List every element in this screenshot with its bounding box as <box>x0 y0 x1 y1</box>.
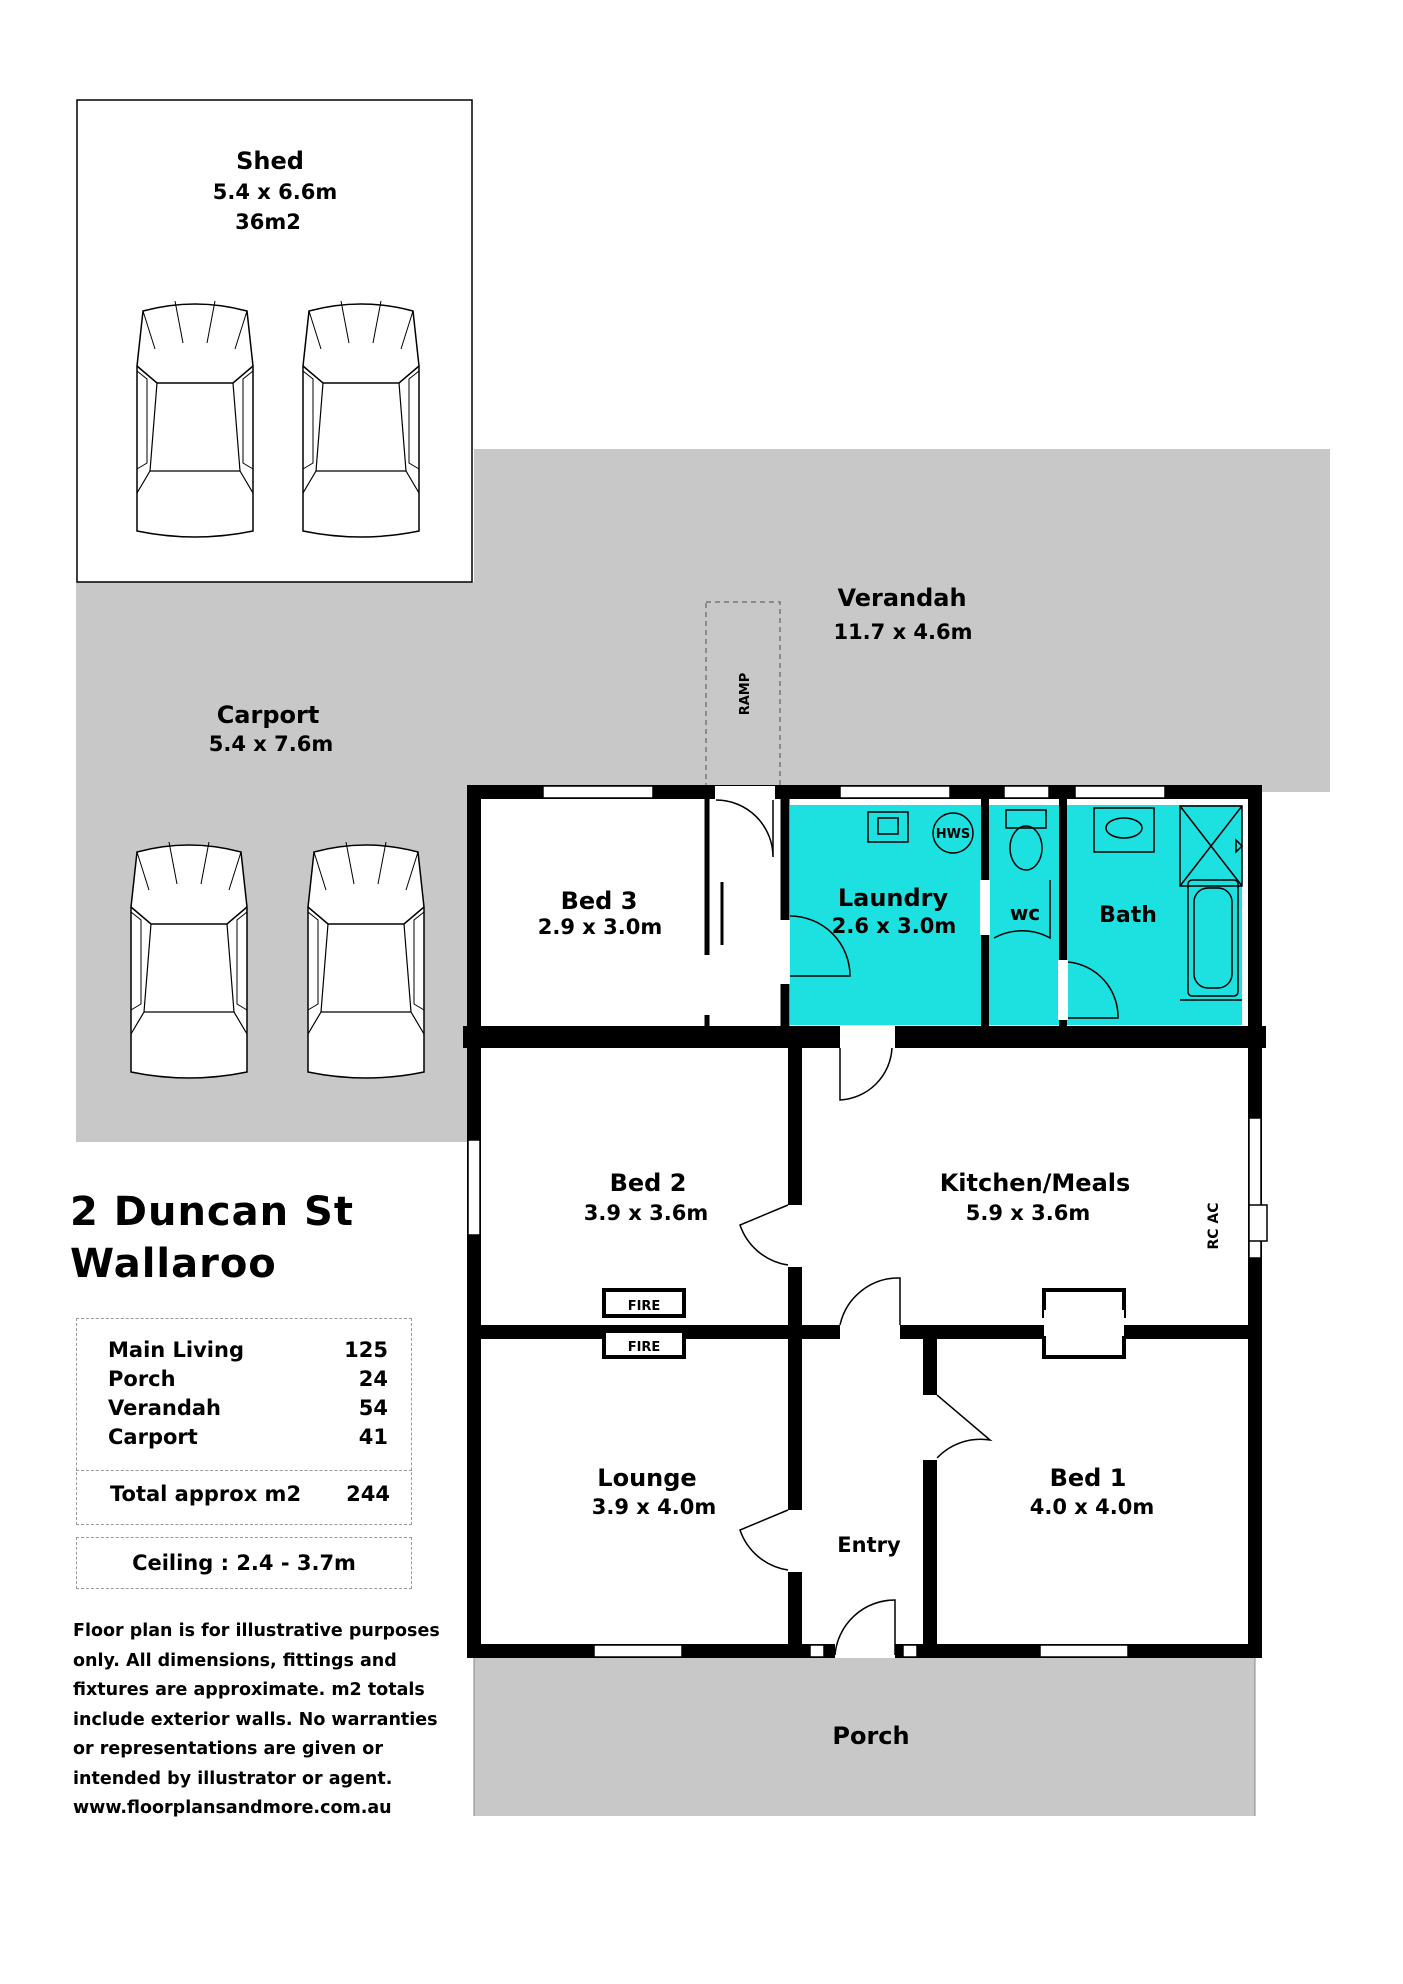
verandah-dims: 11.7 x 4.6m <box>833 620 973 644</box>
bed3-name: Bed 3 <box>560 887 638 915</box>
carport-name: Carport <box>216 701 320 729</box>
disclaimer-line: or representations are given or <box>73 1739 383 1759</box>
area-row-porch: Porch 24 <box>108 1367 388 1391</box>
bed1-dims: 4.0 x 4.0m <box>1029 1495 1155 1519</box>
bed1-name: Bed 1 <box>1049 1464 1127 1492</box>
wc-name: wc <box>1009 901 1041 925</box>
fire-label: FIRE <box>627 1340 661 1355</box>
area-row-verandah: Verandah 54 <box>108 1396 388 1420</box>
disclaimer-line: only. All dimensions, fittings and <box>73 1650 397 1671</box>
car-icon <box>137 301 253 537</box>
laundry-name: Laundry <box>837 884 949 912</box>
kitchen-name: Kitchen/Meals <box>939 1169 1131 1197</box>
porch-name: Porch <box>832 1722 910 1750</box>
car-icon <box>308 842 424 1078</box>
shed-name: Shed <box>236 147 304 175</box>
area-row-carport: Carport 41 <box>108 1425 388 1449</box>
area-row-total: Total approx m2 244 <box>110 1482 390 1506</box>
entry-name: Entry <box>837 1533 901 1557</box>
shed-dims: 5.4 x 6.6m <box>212 180 338 204</box>
bed3-dims: 2.9 x 3.0m <box>537 915 663 939</box>
disclaimer-line: include exterior walls. No warranties <box>73 1709 438 1730</box>
disclaimer-line: fixtures are approximate. m2 totals <box>73 1680 425 1700</box>
bath-name: Bath <box>1099 903 1157 928</box>
disclaimer <box>73 1617 473 1824</box>
disclaimer-line: Floor plan is for illustrative purposes <box>73 1621 440 1641</box>
shed-area: 36m2 <box>235 210 301 234</box>
lounge-dims: 3.9 x 4.0m <box>591 1495 717 1519</box>
lounge-name: Lounge <box>597 1464 697 1492</box>
carport-dims: 5.4 x 7.6m <box>208 732 334 756</box>
verandah-name: Verandah <box>837 584 967 612</box>
bed2-dims: 3.9 x 3.6m <box>583 1201 709 1225</box>
area-row-main-living: Main Living 125 <box>108 1338 388 1362</box>
hws-label: HWS <box>935 827 971 842</box>
car-icon <box>303 301 419 537</box>
ramp-label: RAMP <box>738 672 753 716</box>
laundry-dims: 2.6 x 3.0m <box>831 914 957 938</box>
website-link[interactable]: www.floorplansandmore.com.au <box>73 1798 392 1818</box>
address-line2: Wallaroo <box>70 1241 277 1287</box>
address-line1: 2 Duncan St <box>70 1189 354 1235</box>
ceiling-label: Ceiling : 2.4 - 3.7m <box>132 1551 356 1575</box>
total-divider <box>76 1470 412 1471</box>
kitchen-dims: 5.9 x 3.6m <box>965 1201 1091 1225</box>
bed2-name: Bed 2 <box>609 1169 687 1197</box>
disclaimer-line: intended by illustrator or agent. <box>73 1768 393 1789</box>
fire-label: FIRE <box>627 1299 661 1314</box>
rcac-label: RC AC <box>1206 1202 1222 1250</box>
car-icon <box>131 842 247 1078</box>
